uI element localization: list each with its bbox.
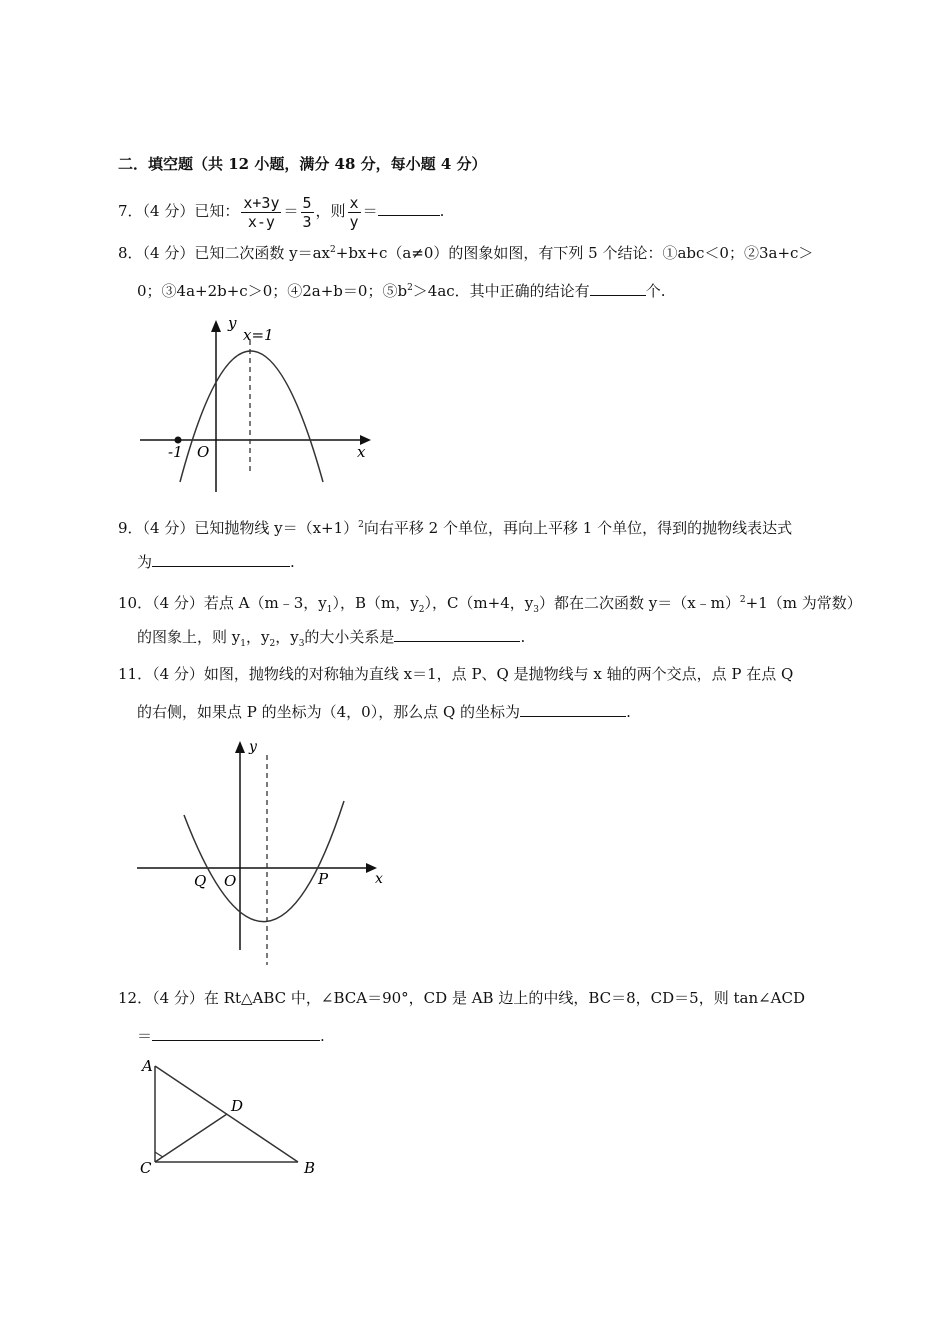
q12-answer-blank[interactable] [152, 1026, 320, 1041]
q8-y-label: y [228, 314, 237, 332]
q12-end: . [320, 1027, 325, 1045]
q8-answer-blank[interactable] [590, 281, 646, 296]
section-title: 二．填空题（共 12 小题，满分 48 分，每小题 4 分） [118, 155, 487, 173]
q10-sub-1: 1 [326, 605, 333, 615]
q7-frac2-num: 5 [302, 193, 312, 212]
q11-p-label: P [318, 870, 329, 888]
q10-line1-b: ），B（m，y [332, 594, 419, 612]
q7-prefix: 7．（4 分）已知： [118, 202, 240, 220]
question-10-line-2 [137, 627, 525, 654]
q8-line2-end: 个. [645, 282, 666, 300]
q7-frac3-num: x [349, 193, 359, 212]
q7-frac2-den: 3 [302, 212, 312, 231]
q10-line2-d: 的大小关系是 [304, 628, 395, 646]
q8-sup-1: 2 [330, 245, 336, 255]
q8-line1-b: +bx+c（a≠0）的图象如图，有下列 5 个结论：①abc＜0；②3a+c＞ [335, 244, 814, 262]
question-11-line-2 [137, 702, 631, 722]
q8-sup-2: 2 [407, 283, 413, 293]
q12-label-b: B [304, 1159, 316, 1177]
question-7 [118, 190, 444, 232]
q7-fraction-3 [348, 194, 361, 231]
q7-frac3-den: y [349, 212, 359, 231]
q7-frac1-den: x-y [247, 212, 275, 231]
q11-answer-blank[interactable] [520, 702, 626, 717]
q10-line2-a: 的图象上，则 y [137, 628, 241, 646]
q9-answer-blank[interactable] [152, 552, 290, 567]
q9-line2: 为 [137, 553, 153, 571]
q7-fraction-2 [301, 194, 314, 231]
q12-label-c: C [140, 1159, 152, 1177]
q7-answer-blank[interactable] [378, 201, 440, 216]
q8-parabola-graph [135, 310, 380, 495]
q8-y-arrow-icon [211, 320, 221, 332]
q10-line1-a: 10．（4 分）若点 A（m﹣3，y [118, 594, 327, 612]
q9-line1-b: 向右平移 2 个单位，再向上平移 1 个单位，得到的抛物线表达式 [363, 519, 793, 537]
q11-parabola-curve [184, 801, 344, 922]
q12-angle-mark [155, 1152, 163, 1157]
question-10-line-1 [118, 590, 862, 620]
question-9-line-2 [137, 552, 295, 572]
q10-sub-4: 1 [240, 639, 246, 649]
q7-suffix: ＝ [362, 202, 378, 220]
q11-end: . [626, 703, 631, 721]
q10-line2-b: ，y [245, 628, 270, 646]
q8-x-label: x [357, 443, 366, 461]
question-9-line-1 [118, 515, 792, 538]
q8-axis-label: x=1 [243, 326, 274, 344]
q9-line1-a: 9．（4 分）已知抛物线 y＝（x+1） [118, 519, 359, 537]
q8-line2-b: ＞4ac．其中正确的结论有 [412, 282, 590, 300]
q10-sup: 2 [739, 595, 746, 605]
q10-sub-5: 2 [269, 639, 276, 649]
question-11-line-1: 11．（4 分）如图，抛物线的对称轴为直线 x＝1，点 P、Q 是抛物线与 x 轴的两个交点，点 P 在点 Q [118, 665, 794, 683]
q11-origin-label: O [224, 872, 237, 890]
q7-fraction-1 [241, 194, 281, 231]
q12-triangle-figure [135, 1052, 325, 1180]
q8-line2-a: 0；③4a+2b+c＞0；④2a+b＝0；⑤b [137, 282, 408, 300]
q10-sub-3: 3 [533, 605, 539, 615]
question-12-line-2 [137, 1026, 325, 1046]
q8-neg-one-label: -1 [168, 443, 183, 461]
q10-end: . [520, 628, 526, 646]
q11-parabola-graph [132, 735, 390, 970]
q11-y-arrow-icon [235, 741, 245, 753]
q8-parabola-curve [180, 351, 323, 482]
q10-line1-d: ）都在二次函数 y＝（x﹣m） [538, 594, 740, 612]
question-8-line-2 [137, 278, 665, 301]
q12-label-d: D [231, 1097, 244, 1115]
question-8-line-1 [118, 240, 813, 263]
q12-label-a: A [142, 1057, 153, 1075]
q12-median-cd [155, 1114, 227, 1162]
q12-line2: ＝ [137, 1027, 153, 1045]
q10-sub-2: 2 [418, 605, 425, 615]
q9-sup: 2 [358, 520, 364, 530]
q11-q-label: Q [194, 872, 207, 890]
q10-answer-blank[interactable] [394, 627, 520, 642]
q9-end: . [290, 553, 295, 571]
q10-line2-c: ，y [275, 628, 299, 646]
question-12-line-1: 12．（4 分）在 Rt△ABC 中，∠BCA＝90°，CD 是 AB 边上的中线，BC＝8，CD＝5，则 tan∠ACD [118, 989, 806, 1007]
q7-frac1-num: x+3y [243, 193, 280, 212]
q11-x-label: x [375, 871, 383, 887]
q7-equals: ＝ [283, 202, 299, 220]
q8-line1-a: 8．（4 分）已知二次函数 y＝ax [118, 244, 331, 262]
q10-line1-c: ），C（m+4，y [424, 594, 534, 612]
q11-line2: 的右侧，如果点 P 的坐标为（4，0），那么点 Q 的坐标为 [137, 703, 521, 721]
q11-y-label: y [249, 739, 257, 755]
q7-mid: ，则 [315, 202, 346, 220]
q8-origin-label: O [197, 443, 210, 461]
q7-end: . [439, 202, 445, 220]
q10-sub-6: 3 [298, 639, 305, 649]
q10-line1-e: +1（m 为常数） [745, 594, 862, 612]
